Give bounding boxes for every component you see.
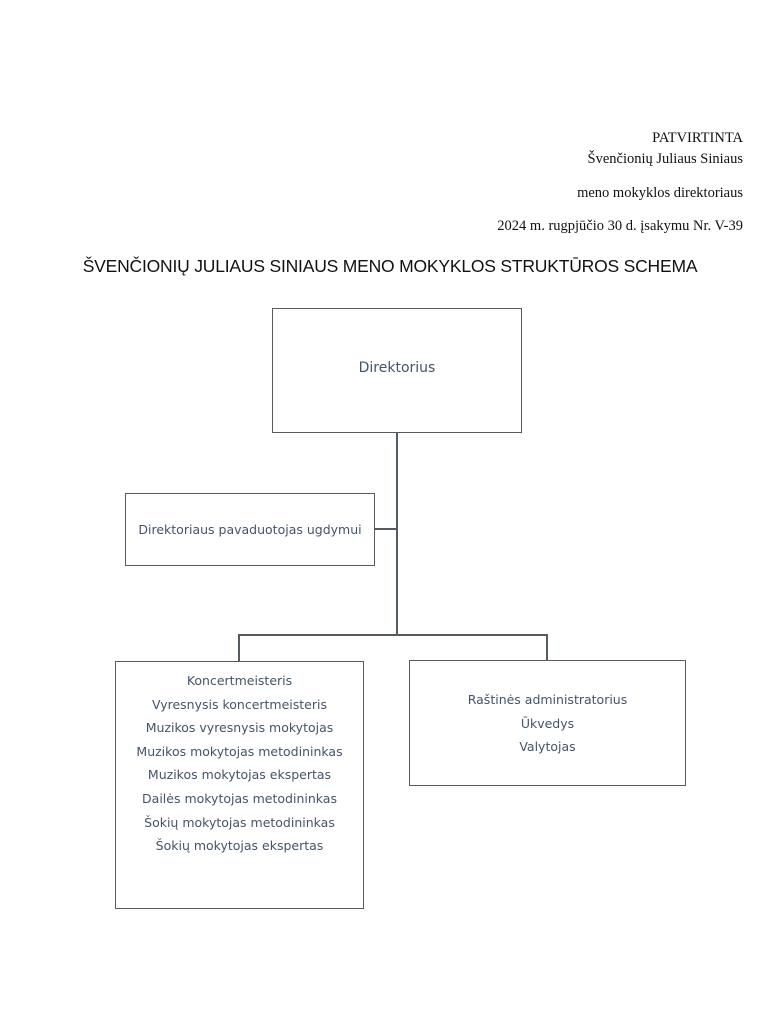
connector-deputy (374, 528, 397, 530)
admin-staff-box (409, 660, 686, 786)
deputy-label: Direktoriaus pavaduotojas ugdymui (138, 522, 362, 537)
approval-line-1: PATVIRTINTA (652, 130, 743, 146)
staff-item: Valytojas (519, 739, 576, 755)
approval-line-2: Švenčionių Juliaus Siniaus (587, 151, 743, 167)
director-box (272, 308, 522, 433)
approval-line-3: meno mokyklos direktoriaus (577, 185, 743, 201)
staff-item: Muzikos mokytojas metodininkas (136, 743, 343, 759)
approval-line-4: 2024 m. rugpjūčio 30 d. įsakymu Nr. V-39 (497, 218, 743, 234)
connector-director-down (396, 432, 398, 636)
staff-item: Muzikos vyresnysis mokytojas (145, 720, 334, 736)
staff-item: Raštinės administratorius (467, 692, 628, 707)
staff-item: Šokių mokytojas ekspertas (155, 838, 324, 854)
connector-right-drop (546, 634, 548, 661)
staff-item: Koncertmeisteris (186, 673, 293, 688)
connector-horizontal-bar (238, 634, 548, 636)
connector-left-drop (238, 634, 240, 662)
director-label: Direktorius (358, 360, 436, 376)
teaching-staff-box (115, 661, 364, 909)
staff-item: Dailės mokytojas metodininkas (142, 790, 337, 806)
deputy-box (125, 493, 375, 566)
staff-item: Šokių mokytojas metodininkas (144, 814, 335, 830)
staff-item: Ūkvedys (520, 715, 575, 731)
staff-item: Vyresnysis koncertmeisteris (151, 696, 327, 712)
staff-item: Muzikos mokytojas ekspertas (147, 767, 332, 783)
page-title: ŠVENČIONIŲ JULIAUS SINIAUS MENO MOKYKLOS STRUKTŪROS SCHEMA (82, 256, 698, 276)
